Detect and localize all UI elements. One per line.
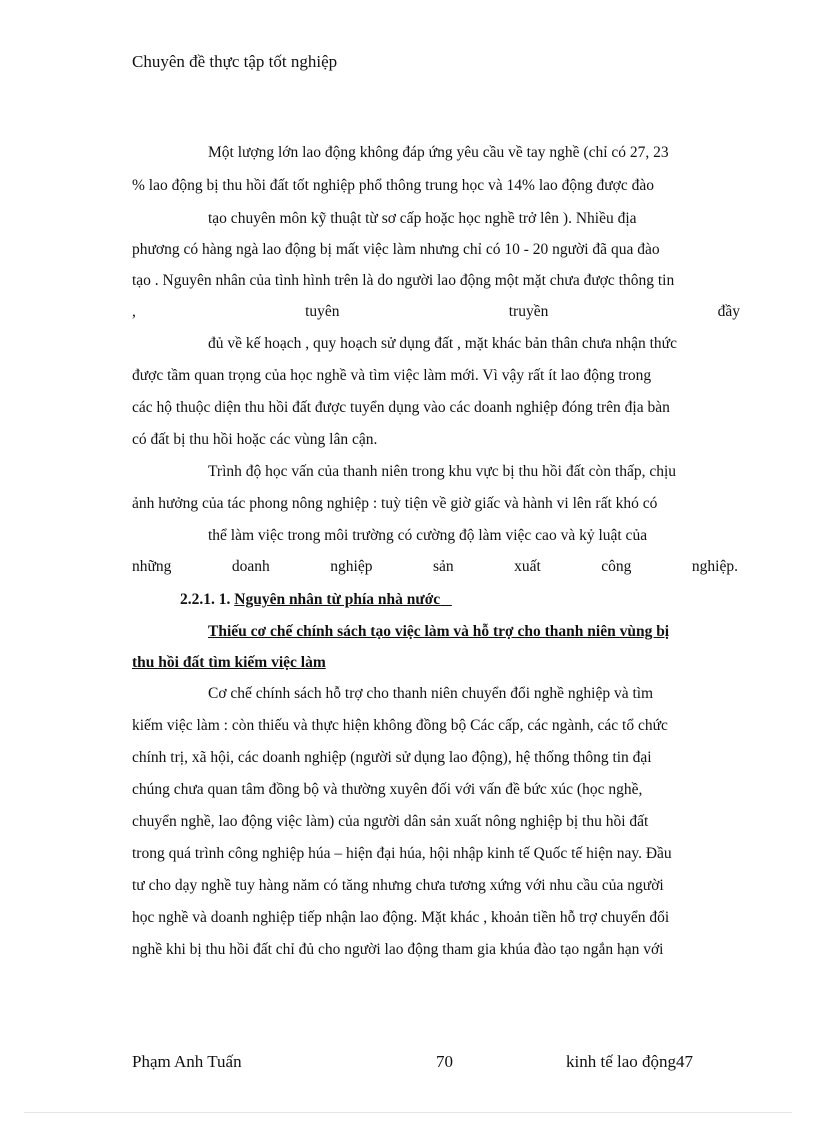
subheading-line: thu hồi đất tìm kiếm việc làm [132,654,326,671]
word: xuất [514,558,541,575]
paragraph-line: % lao động bị thu hồi đất tốt nghiệp phổ thông trung học và 14% lao động được đào [132,177,654,194]
paragraph-line: được tầm quan trọng của học nghề và tìm việc làm mới. Vì vậy rất ít lao động trong [132,367,652,384]
footer-author: Phạm Anh Tuấn [132,1052,242,1071]
word: nghiệp [330,558,373,575]
word: công [601,558,632,575]
paragraph-line: chính trị, xã hội, các doanh nghiệp (người sử dụng lao động), hệ thống thông tin đại [132,749,652,766]
paragraph-line: chúng chưa quan tâm đồng bộ và thường xuyên đối với vấn đề bức xúc (học nghề, [132,781,643,798]
section-heading [180,590,452,610]
paragraph-line: tạo chuyên môn kỹ thuật từ sơ cấp hoặc học nghề trở lên ). Nhiều địa [208,210,637,227]
word: doanh [231,558,270,575]
paragraph-line: Một lượng lớn lao động không đáp ứng yêu cầu về tay nghề (chỉ có 27, 23 [208,144,669,161]
paragraph-line: ảnh hưởng của tác phong nông nghiệp : tuỳ tiện về giờ giấc và hành vi lên rất khó có [132,495,658,512]
paragraph-line: tạo . Nguyên nhân của tình hình trên là do người lao động một mặt chưa được thông tin [132,272,675,289]
paragraph-line: trong quá trình công nghiệp húa – hiện đại húa, hội nhập kinh tế Quốc tế hiện nay. Đầu [132,845,672,862]
paragraph-line: Trình độ học vấn của thanh niên trong khu vực bị thu hồi đất còn thấp, chịu [208,463,677,480]
word: tuyên [305,303,340,320]
word: , [132,303,136,320]
word: những [132,558,172,575]
paragraph-line: các hộ thuộc diện thu hồi đất được tuyển dụng vào các doanh nghiệp đóng trên địa bàn [132,399,670,416]
section-title: Nguyên nhân từ phía nhà nước [234,591,441,608]
page-bottom-rule [24,1112,792,1113]
subheading-line: Thiếu cơ chế chính sách tạo việc làm và hỗ trợ cho thanh niên vùng bị [208,623,670,640]
word: truyền [508,303,549,320]
paragraph-line: chuyển nghề, lao động việc làm) của người dân sản xuất nông nghiệp bị thu hồi đất [132,813,649,830]
word: đầy [717,303,740,320]
paragraph-line: học nghề và doanh nghiệp tiếp nhận lao động. Mặt khác , khoản tiền hỗ trợ chuyển đổi [132,909,670,926]
section-number: 2.2.1. 1. [180,591,231,608]
footer-class: kinh tế lao động47 [566,1052,694,1071]
paragraph-line: Cơ chế chính sách hỗ trợ cho thanh niên chuyển đổi nghề nghiệp và tìm [208,685,654,702]
page-header: Chuyên đề thực tập tốt nghiệp [132,52,338,71]
paragraph-line: kiếm việc làm : còn thiếu và thực hiện không đồng bộ Các cấp, các ngành, các tổ chức [132,717,668,734]
paragraph-line: nghề khi bị thu hồi đất chỉ đủ cho người lao động tham gia khúa đào tạo ngắn hạn với [132,941,664,958]
word: sản [432,558,454,575]
footer-page-number: 70 [436,1052,453,1071]
paragraph-line: tư cho dạy nghề tuy hàng năm có tăng nhưng chưa tương xứng với nhu cầu của người [132,877,664,894]
word: nghiệp. [691,558,738,575]
paragraph-line: đủ về kế hoạch , quy hoạch sử dụng đất , mặt khác bản thân chưa nhận thức [208,335,677,352]
paragraph-line: phương có hàng ngà lao động bị mất việc làm nhưng chỉ có 10 - 20 người đã qua đào [132,241,660,258]
justified-line [132,302,740,322]
paragraph-line: có đất bị thu hồi hoặc các vùng lân cận. [132,431,378,448]
justified-line [132,557,738,577]
paragraph-line: thể làm việc trong môi trường có cường độ làm việc cao và kỷ luật của [208,527,648,544]
